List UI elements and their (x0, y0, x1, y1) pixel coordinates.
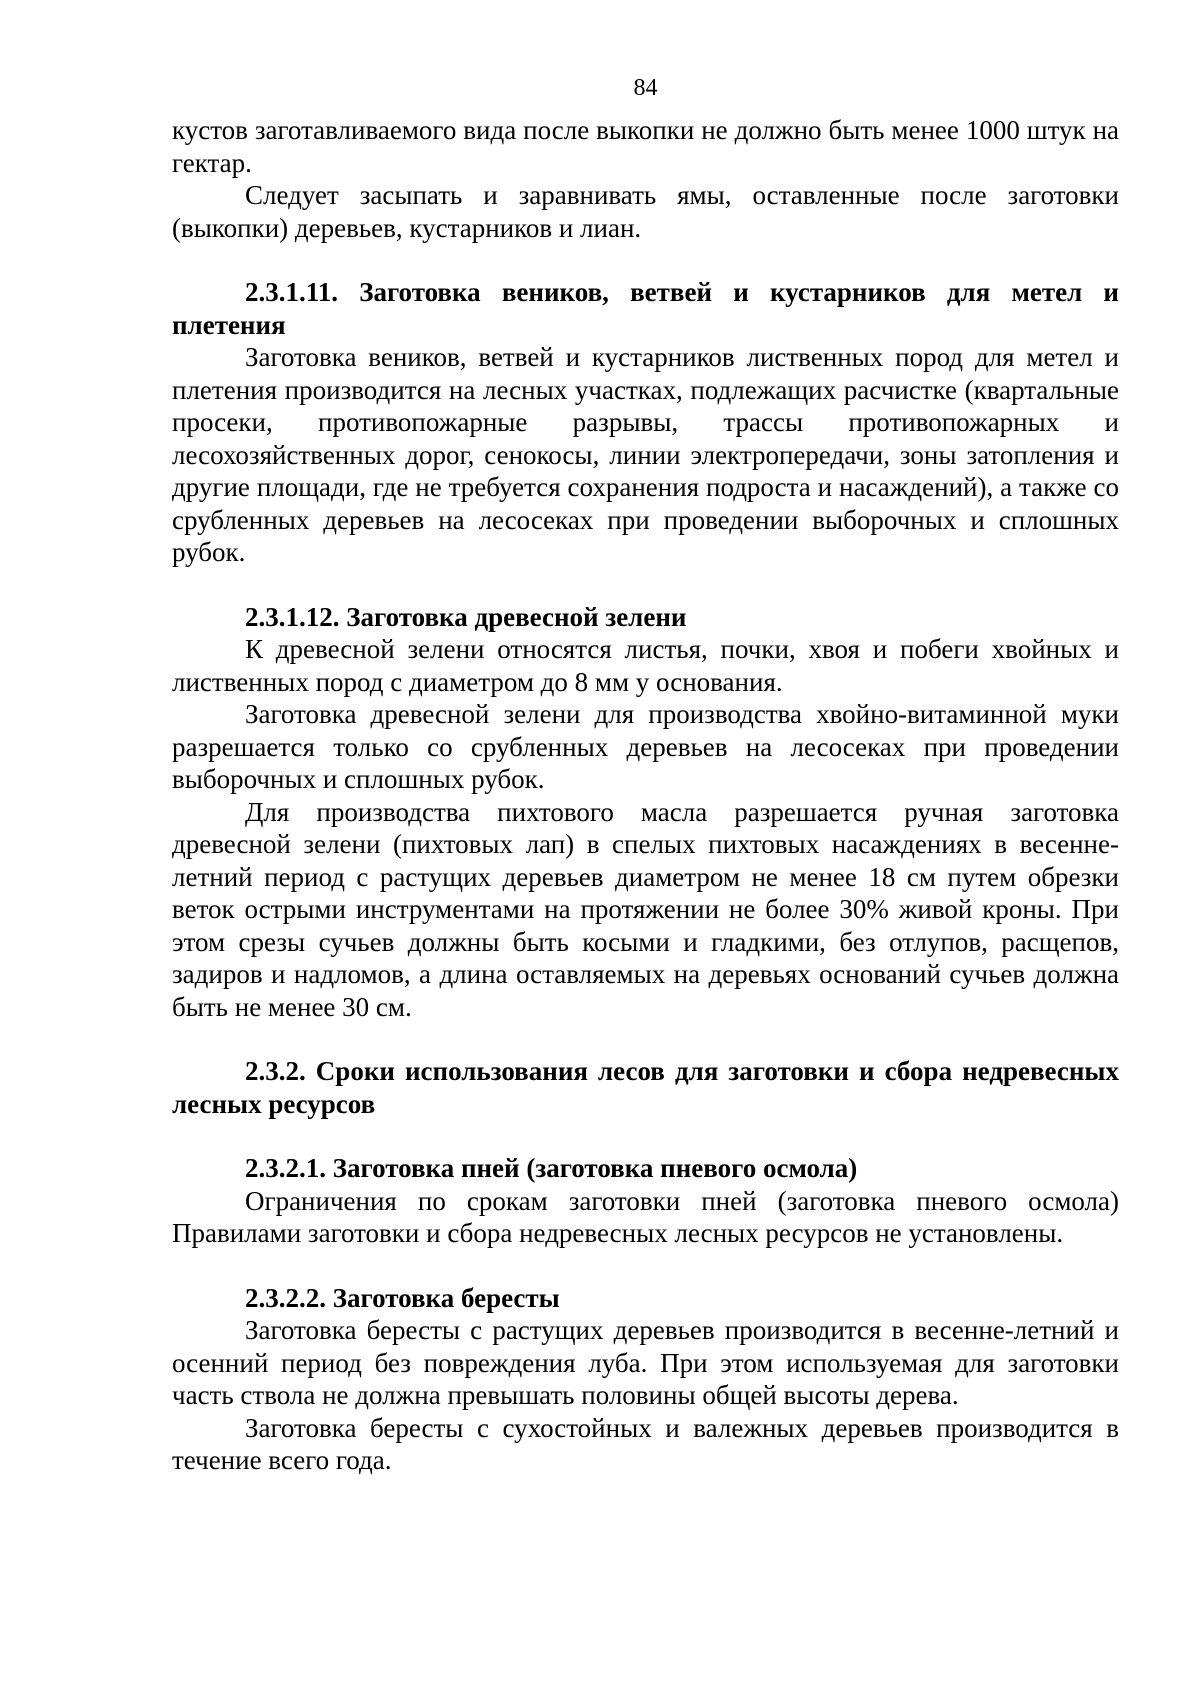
page-number: 84 (633, 75, 658, 101)
section-heading: 2.3.2. Сроки использования лесов для заготовки и сбора недревесных лесных ресурсов (172, 1056, 1119, 1119)
section-heading: 2.3.2.2. Заготовка бересты (245, 1282, 560, 1313)
paragraph: кустов заготавливаемого вида после выкопки не должно быть менее 1000 штук на гектар. (172, 115, 1119, 178)
paragraph: Следует засыпать и заравнивать ямы, оставленные после заготовки (выкопки) деревьев, кустарников и лиан. (172, 180, 1119, 243)
document-page (172, 0, 1119, 1697)
section-heading: 2.3.1.11. Заготовка веников, ветвей и кустарников для метел и плетения (172, 277, 1119, 340)
paragraph: Заготовка бересты с растущих деревьев производится в весенне-летний и осенний период без повреждения луба. При этом используемая для заготовки часть ствола не должна превышать половины общей высоты дерева. (172, 1315, 1119, 1410)
section-heading: 2.3.2.1. Заготовка пней (заготовка пневого осмола) (245, 1153, 858, 1183)
paragraph: Ограничения по срокам заготовки пней (заготовка пневого осмола) Правилами заготовки и сбора недревесных лесных ресурсов не установлены. (172, 1185, 1119, 1248)
paragraph: К древесной зелени относятся листья, почки, хвоя и побеги хвойных и лиственных пород с диаметром до 8 мм у основания. (172, 634, 1119, 697)
section-heading: 2.3.1.12. Заготовка древесной зелени (245, 601, 687, 632)
paragraph: Заготовка древесной зелени для производства хвойно-витаминной муки разрешается только со срубленных деревьев на лесосеках при проведении выборочных и сплошных рубок. (172, 699, 1119, 794)
document-body (172, 114, 1119, 1477)
paragraph: Заготовка бересты с сухостойных и валежных деревьев производится в течение всего года. (172, 1412, 1119, 1475)
paragraph: Заготовка веников, ветвей и кустарников лиственных пород для метел и плетения производится на лесных участках, подлежащих расчистке (квартальные просеки, противопожарные разрывы, трассы противопожарных и лесохозяйственных дорог, сенокосы, линии электропередачи, зоны затопления и другие площади, где не требуется сохранения подроста и насаждений), а также со срубленных деревьев на лесосеках при проведении выборочных и сплошных рубок. (172, 342, 1119, 567)
paragraph: Для производства пихтового масла разрешается ручная заготовка древесной зелени (пихтовых лап) в спелых пихтовых насаждениях в весенне-летний период с растущих деревьев диаметром не менее 18 см путем обрезки веток острыми инструментами на протяжении не более 30% живой кроны. При этом срезы сучьев должны быть косыми и гладкими, без отлупов, расщепов, задиров и надломов, а длина оставляемых на деревьях оснований сучьев должна быть не менее 30 см. (172, 796, 1119, 1022)
